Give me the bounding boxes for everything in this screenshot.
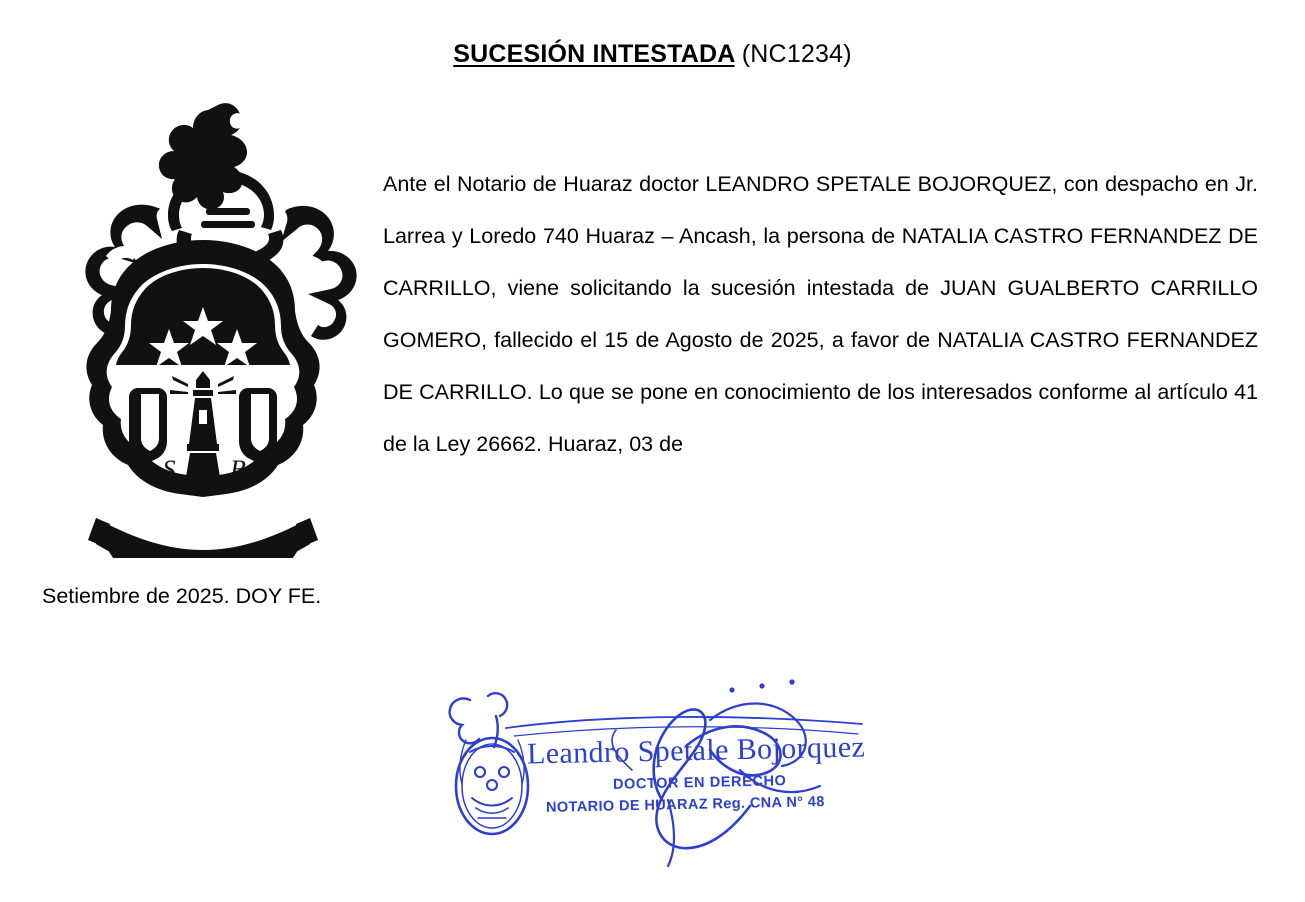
document-body-paragraph: Ante el Notario de Huaraz doctor LEANDRO SPETALE BOJORQUEZ, con despacho en Jr. Larrea y Loredo 740 Huaraz – Ancash, la persona de NATALIA CASTRO FERNANDEZ DE CARRILLO, viene solicitando la sucesión intestada de JUAN GUALBERTO CARRILLO GOMERO, fallecido el 15 de Agosto de 2025, a favor de NATALIA CASTRO FERNANDEZ DE CARRILLO. Lo que se pone en conocimiento de los interesados conforme al artículo 41 de la Ley 26662. Huaraz, 03 de	[383, 172, 1258, 456]
document-title-code: (NC1234)	[741, 40, 852, 68]
notary-title-line: DOCTOR EN DERECHO	[612, 773, 787, 793]
notary-registry-line: NOTARIO DE HUARAZ Reg. CNA N° 48	[545, 794, 825, 816]
document-title-main: SUCESIÓN INTESTADA	[453, 40, 735, 68]
shield-initial-left: S	[162, 455, 176, 484]
document-title	[0, 40, 1305, 69]
notary-coat-of-arms-icon	[38, 88, 368, 558]
notary-signature-name: Leandro Spetale Bojorquez	[526, 730, 866, 771]
document-body-tail: Setiembre de 2025. DOY FE.	[42, 584, 322, 608]
shield-initial-right: B	[230, 455, 246, 484]
